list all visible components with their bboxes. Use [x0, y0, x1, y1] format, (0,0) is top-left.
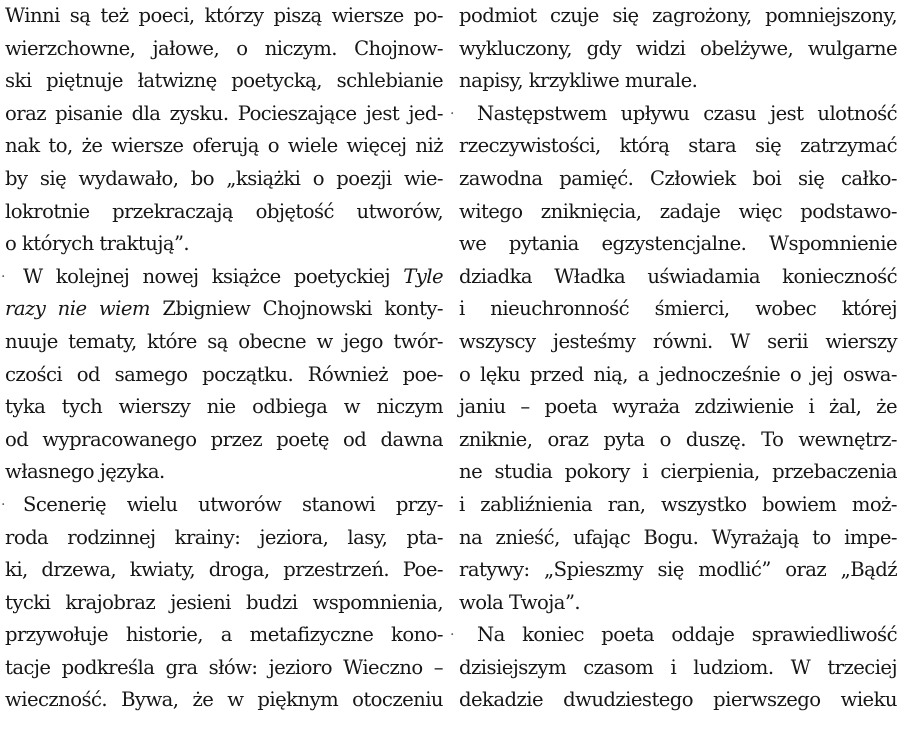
paragraph-bullet: ·: [1, 496, 5, 513]
text-line: ki, drzewa, kwiaty, droga, przestrzeń. Poe-: [5, 558, 443, 582]
text-column-left: [1, 0, 443, 717]
text-segment: Na koniec poeta oddaje sprawiedliwość: [477, 623, 897, 647]
text-line: o lęku przed nią, a jednocześnie o jej oswa-: [459, 362, 897, 386]
text-line: o których traktują”.: [5, 232, 190, 256]
text-line-paragraph-start: [450, 98, 897, 131]
text-line: rzeczywistości, którą stara się zatrzymać: [459, 134, 897, 158]
text-line: lokrotnie przekraczają objętość utworów,: [5, 199, 443, 223]
text-line: czości od samego początku. Również poe-: [5, 362, 443, 386]
text-line: na znieść, ufając Bogu. Wyrażają to impe-: [459, 525, 897, 549]
text-line: od wypracowanego przez poetę od dawna: [5, 427, 443, 451]
text-line: i zabliźnienia ran, wszystko bowiem moż-: [459, 492, 897, 516]
text-line: we pytania egzystencjalne. Wspomnienie: [459, 232, 897, 256]
text-line: witego zniknięcia, zadaje więc podstawo-: [459, 199, 897, 223]
text-line: ski piętnuje łatwiznę poetycką, schlebianie: [5, 69, 443, 93]
text-line: przywołuje historie, a metafizyczne kono-: [5, 623, 443, 647]
text-segment: W kolejnej nowej książce poetyckiej: [23, 264, 404, 288]
text-line: oraz pisanie dla zysku. Pocieszające jest jed-: [5, 101, 443, 125]
text-line: podmiot czuje się zagrożony, pomniejszony,: [459, 4, 897, 27]
text-line: tyka tych wierszy nie odbiega w niczym: [5, 395, 443, 419]
text-line: janiu – poeta wyraża zdziwienie i żal, że: [459, 395, 897, 419]
paragraph-bullet: ·: [1, 268, 5, 285]
book-title-italic: razy nie wiem: [5, 297, 150, 321]
text-line: wykluczony, gdy widzi obelżywe, wulgarne: [459, 36, 897, 60]
text-segment: Następstwem upływu czasu jest ulotność: [477, 101, 897, 125]
text-line: roda rodzinnej krainy: jeziora, lasy, pta-: [5, 525, 443, 549]
text-line: dekadzie dwudziestego pierwszego wieku: [459, 688, 897, 712]
text-column-right: [450, 0, 897, 717]
text-line: wieczność. Bywa, że w pięknym otoczeniu: [5, 688, 443, 712]
text-line: zawodna pamięć. Człowiek boi się całko-: [459, 166, 897, 190]
text-line: tacje podkreśla gra słów: jezioro Wieczno –: [5, 655, 443, 679]
text-segment: Scenerię wielu utworów stanowi przy-: [23, 492, 443, 516]
text-line: [5, 293, 443, 326]
text-line: i nieuchronność śmierci, wobec której: [459, 297, 897, 321]
text-line: nak to, że wiersze oferują o wiele więcej niż: [5, 134, 443, 158]
text-line: ne studia pokory i cierpienia, przebaczenia: [459, 460, 897, 484]
text-line: własnego języka.: [5, 460, 165, 484]
text-line: ratywy: „Spieszmy się modlić” oraz „Bądź: [459, 558, 897, 582]
text-line: by się wydawało, bo „książki o poezji wie-: [5, 166, 443, 190]
paragraph-bullet: ·: [450, 105, 454, 122]
text-line: zniknie, oraz pyta o duszę. To wewnętrz-: [459, 427, 897, 451]
text-line: wszyscy jesteśmy równi. W serii wierszy: [459, 329, 897, 353]
text-line: wola Twoja”.: [459, 590, 581, 614]
text-line: napisy, krzykliwe murale.: [459, 69, 698, 93]
text-line: dziadka Władka uświadamia konieczność: [459, 264, 897, 288]
text-line: dzisiejszym czasom i ludziom. W trzeciej: [459, 655, 897, 679]
text-line: nuuje tematy, które są obecne w jego twór-: [5, 329, 443, 353]
text-line: Winni są też poeci, którzy piszą wiersze po-: [5, 4, 443, 27]
paragraph-bullet: ·: [450, 627, 454, 644]
text-line: wierzchowne, jałowe, o niczym. Chojnow-: [5, 36, 443, 60]
text-line-paragraph-start: [1, 489, 443, 522]
text-line: tycki krajobraz jesieni budzi wspomnienia,: [5, 590, 443, 614]
book-title-italic: Tyle: [403, 264, 443, 288]
text-line-paragraph-start: [450, 619, 897, 652]
text-segment: Zbigniew Chojnowski konty-: [149, 297, 443, 321]
text-line-paragraph-start: [1, 261, 443, 294]
